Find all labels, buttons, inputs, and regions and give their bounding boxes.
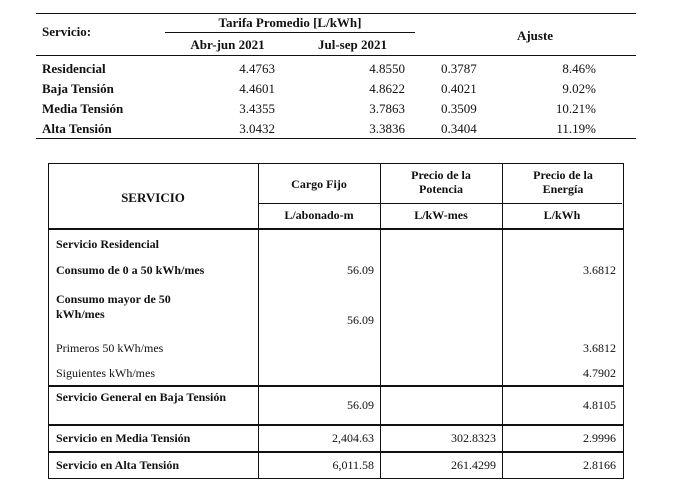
baja-tension-label: Servicio General en Baja Tensión <box>56 390 227 404</box>
tarifa-underline <box>165 32 415 33</box>
cargo-col-header: Cargo Fijo <box>291 177 347 191</box>
row-name: Residencial <box>42 61 106 76</box>
cargo-unit: L/abonado-m <box>284 208 354 222</box>
row-divider <box>48 228 624 230</box>
alta-tension-energia: 2.8166 <box>583 458 616 472</box>
row-pct: 11.19% <box>556 121 596 136</box>
row-name: Media Tensión <box>42 101 124 116</box>
row-pct: 8.46% <box>562 61 596 76</box>
media-tension-potencia: 302.8323 <box>451 431 496 445</box>
row-diff: 0.4021 <box>441 81 477 96</box>
header-rule <box>36 55 636 56</box>
row-diff: 0.3404 <box>441 121 477 136</box>
row-divider <box>48 424 624 426</box>
servicio-header: Servicio: <box>42 24 92 39</box>
row-diff: 0.3509 <box>441 101 477 116</box>
consumo-0-50-energia: 3.6812 <box>583 263 616 277</box>
primeros-label: Primeros 50 kWh/mes <box>56 341 164 355</box>
alta-tension-potencia: 261.4299 <box>451 458 496 472</box>
alta-tension-cargo: 6,011.58 <box>332 458 374 472</box>
row-divider <box>48 451 624 453</box>
consumo-mayor-cargo: 56.09 <box>347 313 374 327</box>
energia-unit: L/kWh <box>543 208 581 222</box>
residencial-title: Servicio Residencial <box>56 237 159 251</box>
alta-tension-label: Servicio en Alta Tensión <box>56 458 180 472</box>
row-p1: 3.4355 <box>239 101 275 116</box>
primeros-energia: 3.6812 <box>583 341 616 355</box>
baja-tension-cargo: 56.09 <box>347 398 374 412</box>
row-diff: 0.3787 <box>441 61 477 76</box>
servicio-col-header: SERVICIO <box>121 190 185 205</box>
row-pct: 10.21% <box>555 101 596 116</box>
row-pct: 9.02% <box>562 81 596 96</box>
period1-header: Abr-jun 2021 <box>190 37 265 52</box>
row-p1: 4.4601 <box>239 81 275 96</box>
row-p2: 3.3836 <box>369 121 405 136</box>
row-p1: 3.0432 <box>239 121 275 136</box>
top-rule <box>36 13 636 14</box>
period2-header: Jul-sep 2021 <box>318 37 387 52</box>
row-name: Baja Tensión <box>42 81 114 96</box>
baja-tension-energia: 4.8105 <box>583 398 616 412</box>
row-divider <box>48 385 624 387</box>
media-tension-cargo: 2,404.63 <box>332 431 374 445</box>
siguientes-energia: 4.7902 <box>583 366 616 380</box>
media-tension-energia: 2.9996 <box>583 431 616 445</box>
energia-col-header: Precio de la Energía <box>533 168 593 196</box>
row-name: Alta Tensión <box>42 121 112 136</box>
tarifa-header: Tarifa Promedio [L/kWh] <box>218 15 362 30</box>
consumo-mayor-label: Consumo mayor de 50 kWh/mes <box>56 292 171 321</box>
siguientes-label: Siguientes kWh/mes <box>56 366 155 380</box>
consumo-0-50-label: Consumo de 0 a 50 kWh/mes <box>56 263 205 277</box>
potencia-col-header: Precio de la Potencia <box>411 168 471 196</box>
consumo-0-50-cargo: 56.09 <box>347 263 374 277</box>
media-tension-label: Servicio en Media Tensión <box>56 431 191 445</box>
bottom-rule <box>36 138 636 139</box>
row-p2: 4.8622 <box>369 81 405 96</box>
row-p1: 4.4763 <box>239 61 275 76</box>
ajuste-header: Ajuste <box>516 28 554 43</box>
row-p2: 4.8550 <box>369 61 405 76</box>
potencia-unit: L/kW-mes <box>414 208 468 222</box>
row-divider <box>258 203 622 204</box>
row-p2: 3.7863 <box>369 101 405 116</box>
